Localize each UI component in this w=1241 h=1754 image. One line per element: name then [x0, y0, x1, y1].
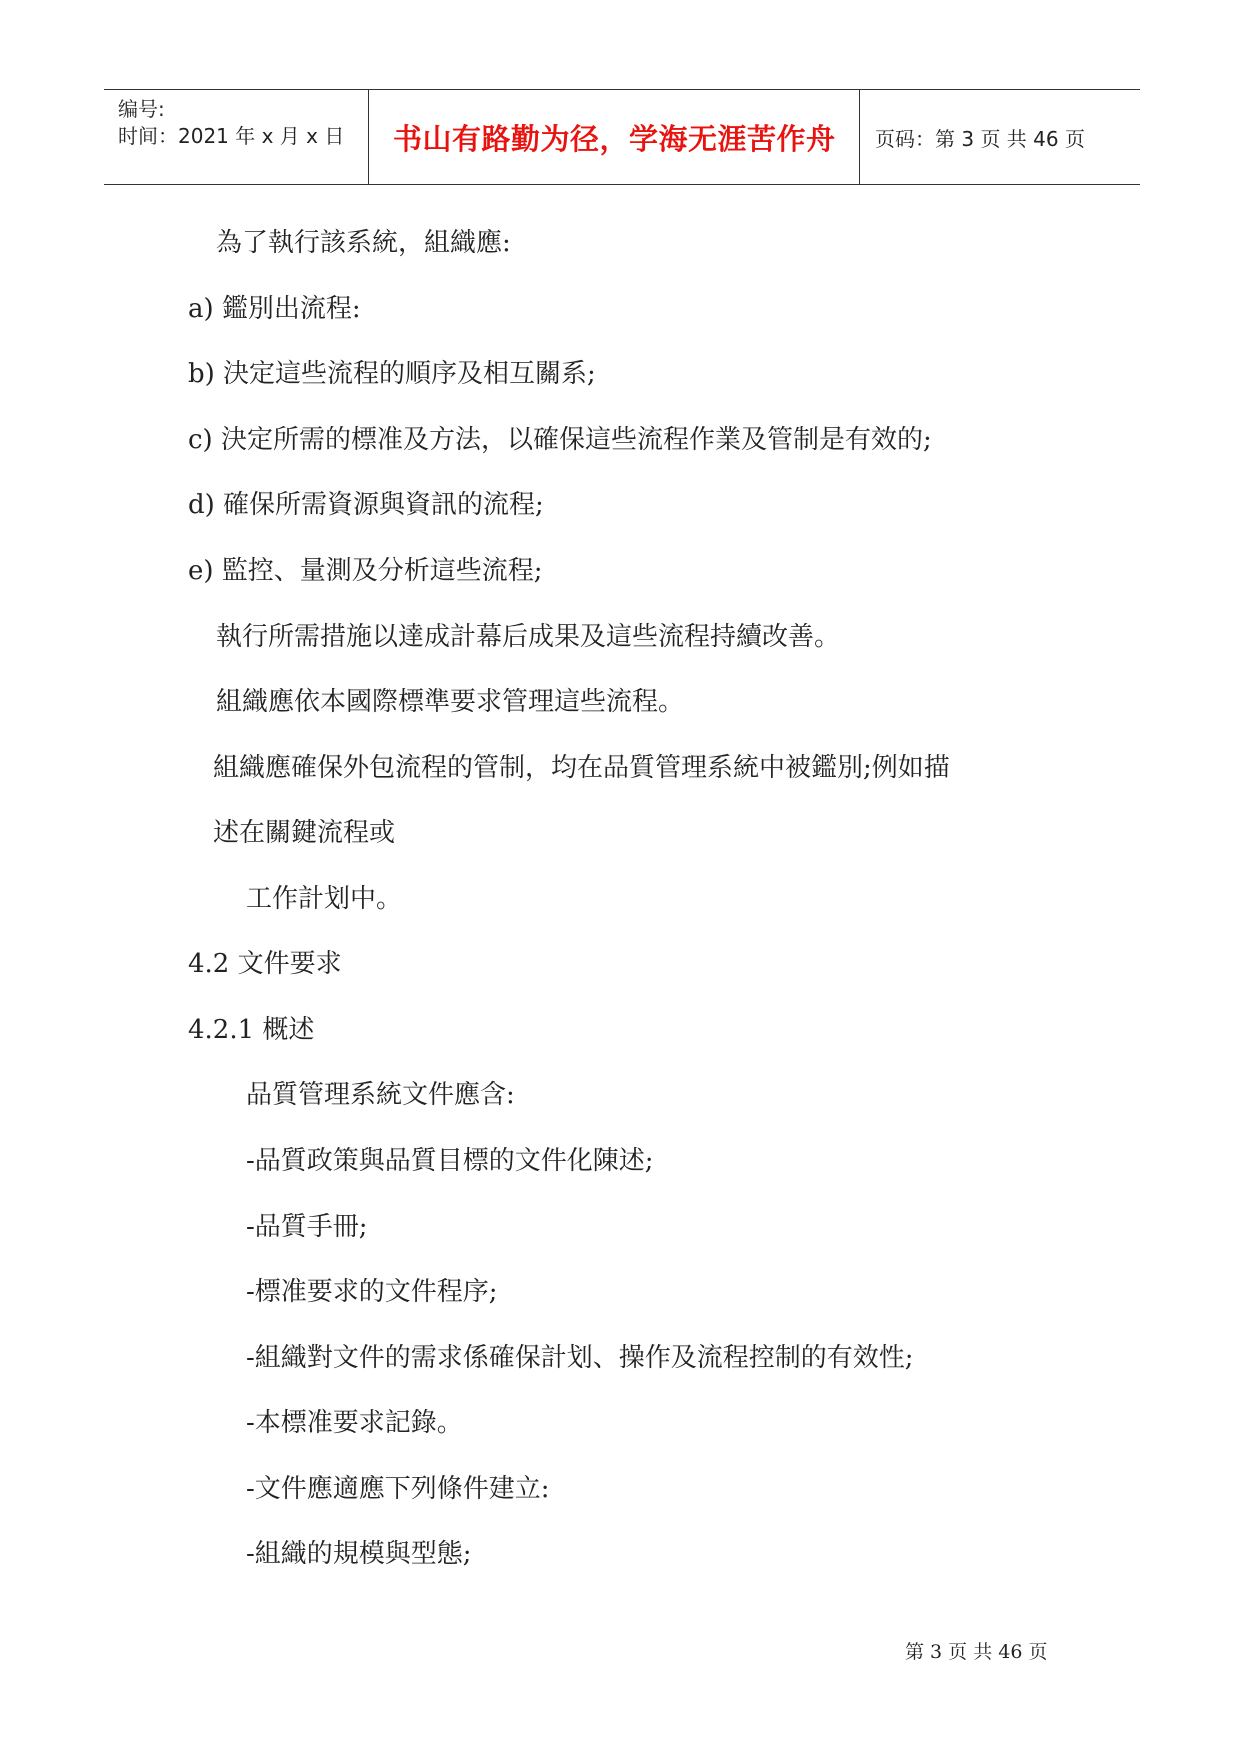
page-footer: 第 3 页 共 46 页 — [905, 1641, 1048, 1663]
document-time-label: 时间：2021 年 x 月 x 日 — [118, 124, 345, 148]
body-line-manage: 組織應依本國際標準要求管理這些流程。 — [216, 687, 685, 717]
header-meta-cell — [104, 90, 369, 184]
list-item-conditions: -文件應適應下列條件建立: — [246, 1474, 550, 1504]
list-item-d: d) 確保所需資源與資訊的流程; — [188, 490, 544, 520]
list-item-b: b) 決定這些流程的順序及相互關系; — [188, 359, 596, 389]
list-item-scale: -組織的規模與型態; — [246, 1539, 472, 1569]
body-line-outsource-cont: 述在關鍵流程或 — [213, 818, 396, 848]
document-number-label: 编号: — [118, 97, 165, 121]
body-line-improvement: 執行所需措施以達成計幕后成果及這些流程持續改善。 — [216, 622, 841, 652]
section-heading-4-2-1: 4.2.1 概述 — [188, 1015, 315, 1045]
header-motto: 书山有路勤为径，学海无涯苦作舟 — [393, 122, 836, 156]
body-line-workplan: 工作計划中。 — [246, 884, 403, 914]
header-motto-cell — [369, 90, 860, 184]
list-item-e: e) 監控、量測及分析這些流程; — [188, 556, 543, 586]
list-item-manual: -品質手冊; — [246, 1212, 368, 1242]
section-heading-4-2: 4.2 文件要求 — [188, 949, 342, 979]
list-item-procedures: -標准要求的文件程序; — [246, 1277, 498, 1307]
list-item-c: c) 決定所需的標准及方法，以確保這些流程作業及管制是有效的; — [188, 425, 932, 455]
header-page-number: 页码：第 3 页 共 46 页 — [875, 127, 1085, 151]
body-line-docs-intro: 品質管理系統文件應含: — [246, 1080, 515, 1110]
list-item-records: -本標准要求記錄。 — [246, 1408, 463, 1438]
list-item-needs: -組織對文件的需求係確保計划、操作及流程控制的有效性; — [246, 1343, 914, 1373]
list-item-a: a) 鑑別出流程: — [188, 294, 361, 324]
body-line-intro: 為了執行該系統，組織應: — [216, 228, 511, 258]
page-header — [104, 89, 1140, 185]
list-item-policy: -品質政策與品質目標的文件化陳述; — [246, 1146, 654, 1176]
header-page-cell — [861, 90, 1140, 184]
body-line-outsource: 組織應確保外包流程的管制，均在品質管理系統中被鑑別;例如描 — [213, 753, 950, 783]
